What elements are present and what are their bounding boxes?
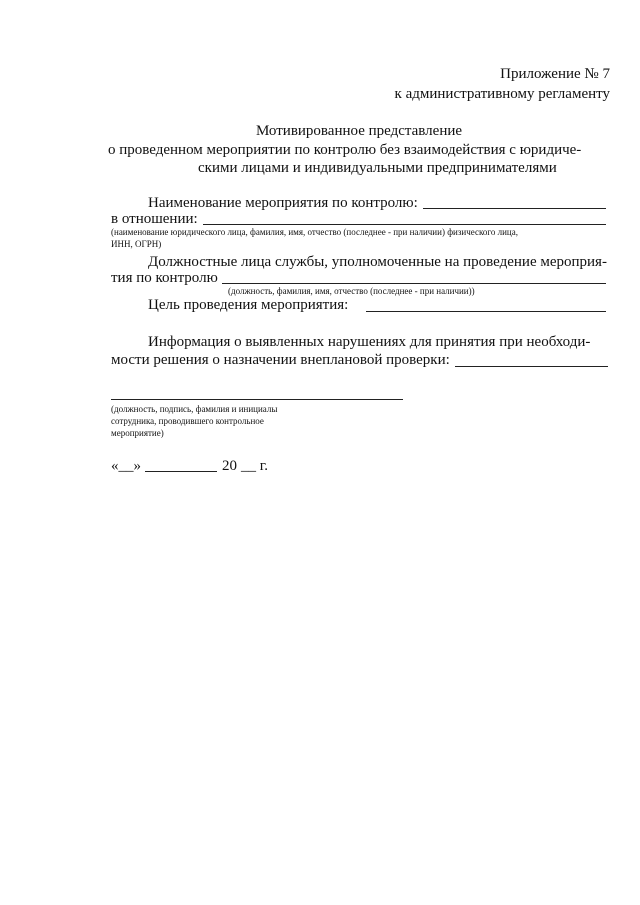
signature-note-line1: (должность, подпись, фамилия и инициалы <box>111 404 278 414</box>
signature-field[interactable] <box>111 399 403 400</box>
purpose-label: Цель проведения мероприятия: <box>148 297 349 313</box>
officials-field[interactable] <box>222 283 606 284</box>
in-relation-note-line2: ИНН, ОГРН) <box>111 239 162 249</box>
appendix-number: Приложение № 7 <box>500 66 610 82</box>
info-text-line1: Информация о выявленных нарушениях для принятия при необходи- <box>148 334 591 350</box>
officials-text-line1: Должностные лица службы, уполномоченные на проведение мероприя- <box>148 254 607 270</box>
officials-text-line2: тия по контролю <box>111 270 218 286</box>
document-subtitle-line1: о проведенном мероприятии по контролю без взаимодействия с юридиче- <box>108 142 582 158</box>
in-relation-note-line1: (наименование юридического лица, фамилия, имя, отчество (последнее - при наличии) физического лица, <box>111 227 518 237</box>
event-name-field[interactable] <box>423 208 606 209</box>
date-month-field[interactable] <box>145 471 217 472</box>
purpose-field[interactable] <box>366 311 606 312</box>
date-year-suffix: __ г. <box>241 458 268 474</box>
info-field[interactable] <box>455 366 608 367</box>
signature-note-line2: сотрудника, проводившего контрольное <box>111 416 264 426</box>
document-subtitle-line2: скими лицами и индивидуальными предпринимателями <box>198 160 557 176</box>
in-relation-label: в отношении: <box>111 211 198 227</box>
event-name-label: Наименование мероприятия по контролю: <box>148 195 418 211</box>
appendix-regulation: к административному регламенту <box>394 86 610 102</box>
date-day: «__» <box>111 458 141 474</box>
signature-note-line3: мероприятие) <box>111 428 164 438</box>
in-relation-field[interactable] <box>203 224 606 225</box>
document-title: Мотивированное представление <box>255 123 463 139</box>
officials-note: (должность, фамилия, имя, отчество (последнее - при наличии)) <box>228 286 475 296</box>
date-year-prefix: 20 <box>222 458 237 474</box>
info-text-line2: мости решения о назначении внеплановой проверки: <box>111 352 450 368</box>
